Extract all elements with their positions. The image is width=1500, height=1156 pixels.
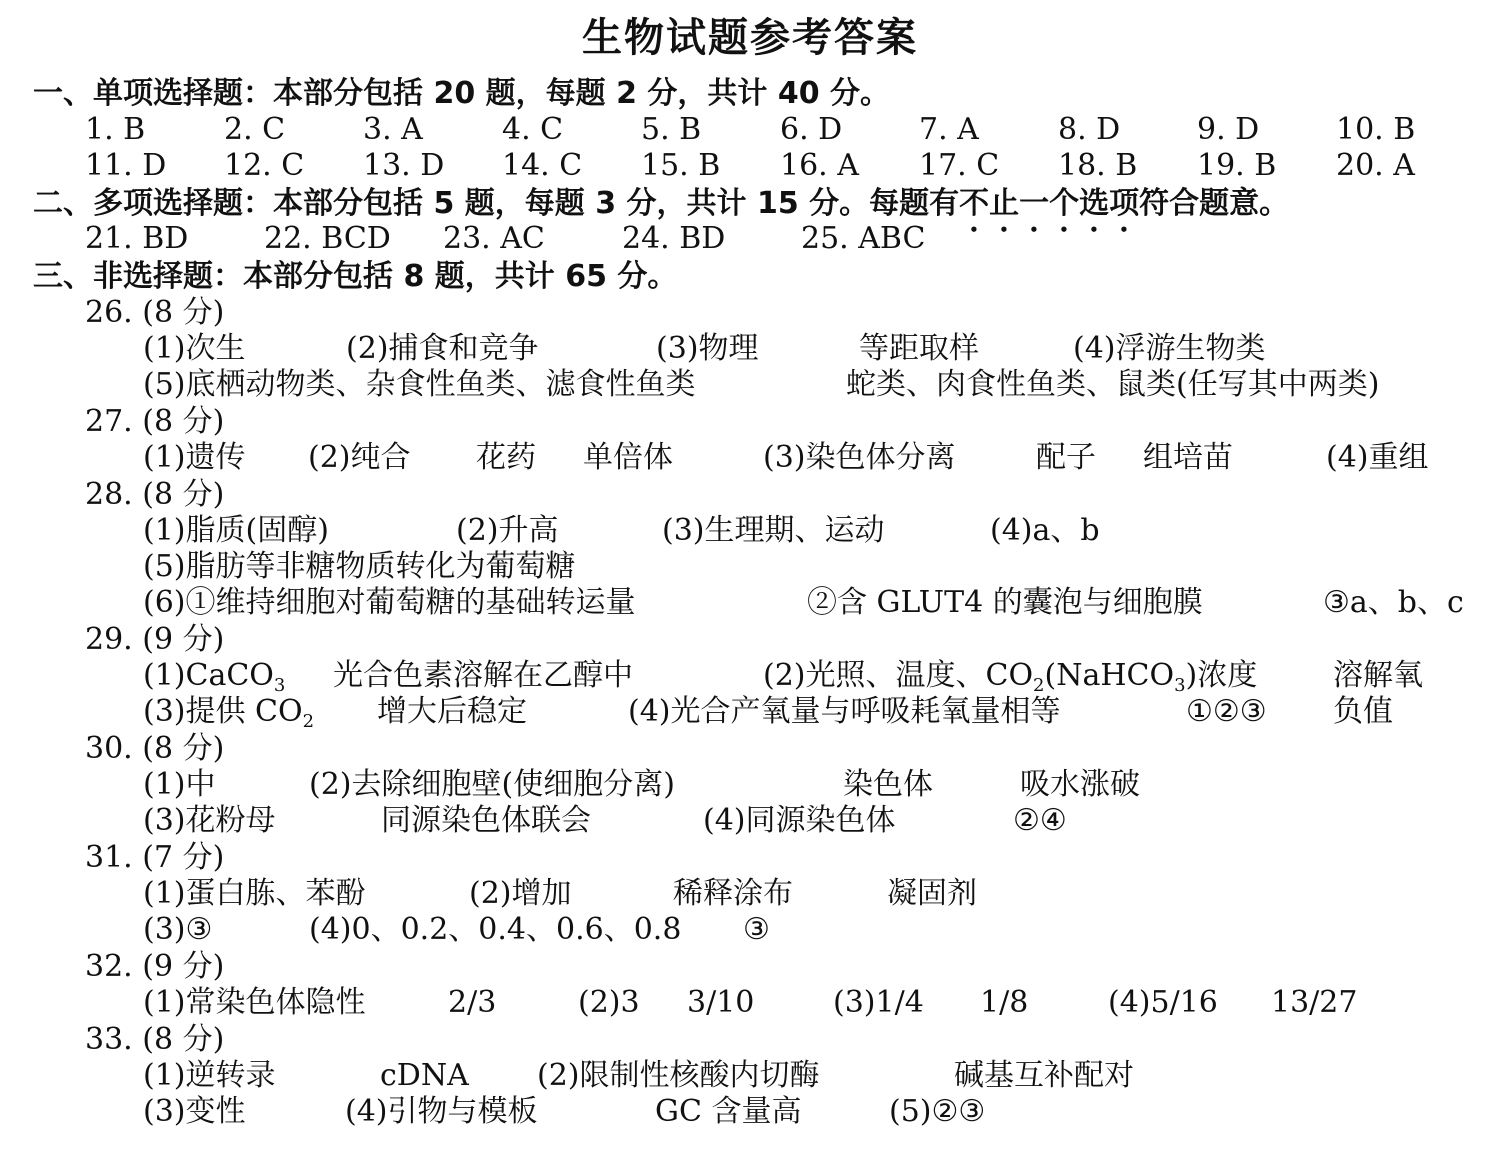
q27-answer: 花药 [476,440,536,475]
q31-heading: 31. (7 分) [85,840,225,875]
q30-answer: 吸水涨破 [1020,767,1140,802]
q26-line2 [143,367,1463,403]
answer-16: 16. A [780,148,859,183]
section2-heading-emphasis: 不止一个选项 [959,186,1140,221]
q32-line1 [143,985,1443,1021]
q27-answer: (3)染色体分离 [763,440,956,475]
q31-answer: 稀释涂布 [673,876,793,911]
q29-answer: 负值 [1333,694,1393,729]
q32-answer: (4)5/16 [1108,985,1218,1020]
q30-line2 [143,803,1343,839]
q27-answer: 配子 [1036,440,1096,475]
q33-answer: (2)限制性核酸内切酶 [537,1058,820,1093]
answer-19: 19. B [1197,148,1277,183]
q26-answer: (3)物理 [656,331,759,366]
q26-answer: (1)次生 [143,331,246,366]
q30-line1 [143,767,1343,803]
q30-answer: ②④ [1013,803,1067,838]
answer-8: 8. D [1058,112,1121,147]
section3-heading: 三、非选择题：本部分包括 8 题，共计 65 分。 [33,259,678,294]
q27-answer: (1)遗传 [143,440,246,475]
q28-heading: 28. (8 分) [85,477,225,512]
q31-answer: (4)0、0.2、0.4、0.6、0.8 [309,912,682,947]
q28-answer: (1)脂质(固醇) [143,513,329,548]
q29-answer: ①②③ [1186,694,1267,729]
q30-answer: (2)去除细胞壁(使细胞分离) [309,767,675,802]
q26-answer: (5)底栖动物类、杂食性鱼类、滤食性鱼类 [143,367,696,402]
q29-heading: 29. (9 分) [85,622,225,657]
q31-answer: 凝固剂 [887,876,977,911]
q33-answer: (4)引物与模板 [345,1094,538,1129]
q33-answer: cDNA [380,1058,469,1093]
q31-answer: (3)③ [143,912,213,947]
q27-answer: 单倍体 [583,440,673,475]
q31-line2 [143,912,1343,948]
q26-heading: 26. (8 分) [85,295,225,330]
answer-5: 5. B [641,112,702,147]
q27-heading: 27. (8 分) [85,404,225,439]
q28-answer: (3)生理期、运动 [662,513,885,548]
answer-21: 21. BD [85,221,189,256]
q26-line1 [143,331,1443,367]
q29-answer-caco3: (1)CaCO$_3$ [143,658,286,696]
q28-answer: (6)①维持细胞对葡萄糖的基础转运量 [143,585,636,620]
page-title: 生物试题参考答案 [582,15,918,61]
answer-23: 23. AC [443,221,545,256]
q33-answer: 碱基互补配对 [954,1058,1134,1093]
q30-answer: (4)同源染色体 [703,803,896,838]
q26-answer: 等距取样 [859,331,979,366]
q29-answer: (4)光合产氧量与呼吸耗氧量相等 [628,694,1061,729]
q33-answer: (1)逆转录 [143,1058,276,1093]
q29-answer-factors: (2)光照、温度、$CO_2(NaHCO_3)$浓度 [763,658,1258,696]
q32-answer: 13/27 [1271,985,1358,1020]
answer-4: 4. C [502,112,564,147]
q29-line1 [143,658,1463,694]
answer-24: 24. BD [622,221,726,256]
q30-heading: 30. (8 分) [85,731,225,766]
answer-12: 12. C [224,148,305,183]
q33-answer: GC 含量高 [655,1094,802,1129]
q33-answer: (5)②③ [889,1094,986,1129]
q33-answer: (3)变性 [143,1094,246,1129]
answer-17: 17. C [919,148,1000,183]
q31-line1 [143,876,1343,912]
q33-heading: 33. (8 分) [85,1022,225,1057]
q26-answer: (4)浮游生物类 [1073,331,1266,366]
q30-answer: (3)花粉母 [143,803,276,838]
answer-25: 25. ABC [801,221,926,256]
q27-answer: (4)重组 [1326,440,1429,475]
q28-answer: (5)脂肪等非糖物质转化为葡萄糖 [143,549,576,584]
section2-heading-tail: 符合题意。 [1139,186,1290,221]
answer-10: 10. B [1336,112,1416,147]
q28-answer: ②含 GLUT4 的囊泡与细胞膜 [807,585,1203,620]
answer-15: 15. B [641,148,721,183]
section2-heading-main: 二、多项选择题：本部分包括 5 题，每题 3 分，共计 15 分。每题有 [33,186,960,221]
answer-9: 9. D [1197,112,1260,147]
answer-3: 3. A [363,112,423,147]
q31-answer: (1)蛋白胨、苯酚 [143,876,366,911]
q29-answer: 增大后稳定 [377,694,527,729]
q32-answer: (2)3 [578,985,640,1020]
q29-answer-co2: (3)提供 $CO_2$ [143,694,315,732]
q32-answer: 1/8 [980,985,1029,1020]
q28-answer: (4)a、b [990,513,1100,548]
q29-answer: 溶解氧 [1333,658,1423,693]
q32-answer: 2/3 [448,985,497,1020]
q30-answer: (1)中 [143,767,216,802]
q28-line2 [143,549,1443,585]
q28-answer: ③a、b、c [1323,585,1464,620]
answer-14: 14. C [502,148,583,183]
q28-line1 [143,513,1443,549]
q29-answer: 光合色素溶解在乙醇中 [333,658,633,693]
q32-answer: (3)1/4 [833,985,924,1020]
q32-answer: (1)常染色体隐性 [143,985,366,1020]
section1-heading: 一、单项选择题：本部分包括 20 题，每题 2 分，共计 40 分。 [33,76,891,111]
q28-answer: (2)升高 [456,513,559,548]
q31-answer: ③ [743,912,770,947]
q27-answer: (2)纯合 [308,440,411,475]
q30-answer: 染色体 [843,767,933,802]
q27-line1 [143,440,1463,476]
q26-answer: (2)捕食和竞争 [346,331,539,366]
q32-heading: 32. (9 分) [85,949,225,984]
answer-6: 6. D [780,112,843,147]
q30-answer: 同源染色体联会 [381,803,591,838]
answer-22: 22. BCD [264,221,391,256]
answer-7: 7. A [919,112,979,147]
q32-answer: 3/10 [687,985,755,1020]
answer-18: 18. B [1058,148,1138,183]
answer-2: 2. C [224,112,286,147]
q33-line2 [143,1094,1343,1130]
q27-answer: 组培苗 [1143,440,1233,475]
answer-13: 13. D [363,148,445,183]
q26-answer: 蛇类、肉食性鱼类、鼠类(任写其中两类) [846,367,1380,402]
q28-line3 [143,585,1463,621]
q31-answer: (2)增加 [469,876,572,911]
answer-11: 11. D [85,148,167,183]
q33-line1 [143,1058,1343,1094]
q29-line2 [143,694,1443,730]
answer-1: 1. B [85,112,146,147]
answer-20: 20. A [1336,148,1415,183]
